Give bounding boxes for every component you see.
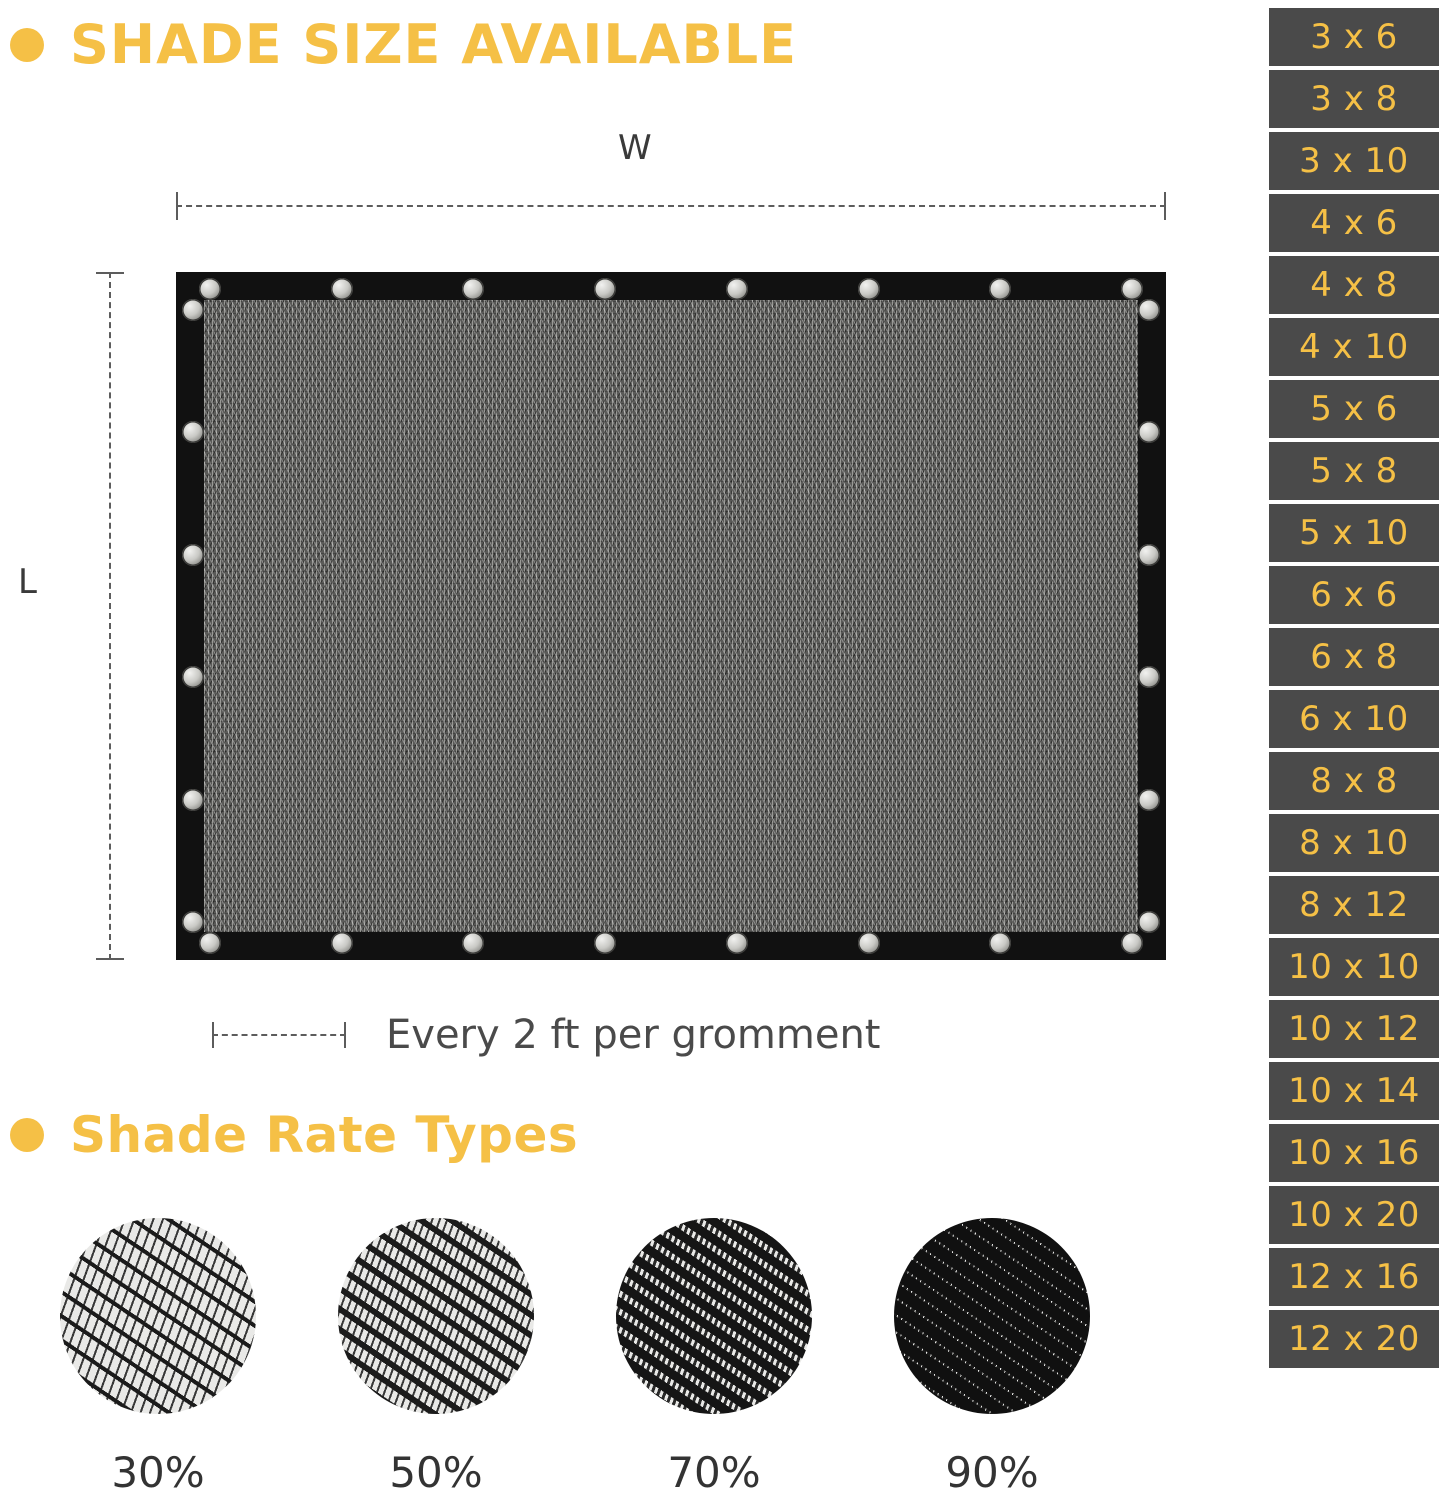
size-chip[interactable]: 8 x 8 xyxy=(1269,752,1439,810)
grommet xyxy=(331,932,353,954)
grommet xyxy=(1138,789,1160,811)
grommet xyxy=(989,278,1011,300)
width-label: W xyxy=(618,128,652,168)
shade-rate-label: 50% xyxy=(389,1448,483,1497)
grommet xyxy=(858,932,880,954)
size-chip[interactable]: 3 x 8 xyxy=(1269,70,1439,128)
size-chip[interactable]: 10 x 12 xyxy=(1269,1000,1439,1058)
shade-rate-swatch-70 xyxy=(616,1218,812,1414)
grommet xyxy=(182,299,204,321)
grommet xyxy=(1138,666,1160,688)
size-list xyxy=(1269,8,1439,1368)
width-dimension-cap-right xyxy=(1164,192,1166,220)
shade-mesh-fabric xyxy=(204,300,1138,932)
grommet xyxy=(182,789,204,811)
grommet xyxy=(182,421,204,443)
size-chip[interactable]: 6 x 8 xyxy=(1269,628,1439,686)
grommet xyxy=(1138,299,1160,321)
size-chip[interactable]: 5 x 10 xyxy=(1269,504,1439,562)
shade-rate-label: 30% xyxy=(111,1448,205,1497)
length-dimension-cap-bottom xyxy=(96,958,124,960)
size-chip[interactable]: 10 x 10 xyxy=(1269,938,1439,996)
grommet xyxy=(462,932,484,954)
shade-rate-item xyxy=(338,1218,534,1497)
shade-rate-item xyxy=(894,1218,1090,1497)
size-chip[interactable]: 3 x 10 xyxy=(1269,132,1439,190)
size-chip[interactable]: 6 x 10 xyxy=(1269,690,1439,748)
shade-cloth-illustration xyxy=(176,272,1166,960)
grommet xyxy=(182,544,204,566)
size-chip[interactable]: 12 x 16 xyxy=(1269,1248,1439,1306)
size-chip[interactable]: 3 x 6 xyxy=(1269,8,1439,66)
grommet xyxy=(594,278,616,300)
grommet xyxy=(726,278,748,300)
size-chip[interactable]: 10 x 16 xyxy=(1269,1124,1439,1182)
grommet xyxy=(594,932,616,954)
size-chip[interactable]: 4 x 8 xyxy=(1269,256,1439,314)
grommet xyxy=(182,911,204,933)
grommet xyxy=(1138,911,1160,933)
grommet xyxy=(1121,278,1143,300)
grommet xyxy=(1138,544,1160,566)
page-title-text: SHADE SIZE AVAILABLE xyxy=(70,13,798,76)
grommet-spacing-note xyxy=(212,1012,881,1058)
shade-rate-label: 70% xyxy=(667,1448,761,1497)
shade-rate-swatch-50 xyxy=(338,1218,534,1414)
grommet xyxy=(989,932,1011,954)
length-label: L xyxy=(18,562,37,602)
grommet-spacing-dashes xyxy=(212,1034,346,1036)
shade-rate-heading-text: Shade Rate Types xyxy=(70,1106,579,1164)
shade-rate-list xyxy=(60,1218,1220,1497)
grommet-spacing-dimension xyxy=(212,1022,346,1048)
shade-rate-item xyxy=(616,1218,812,1497)
grommet xyxy=(1121,932,1143,954)
bullet-dot-icon xyxy=(10,1118,44,1152)
width-dimension-line xyxy=(176,192,1166,220)
size-chip[interactable]: 8 x 10 xyxy=(1269,814,1439,872)
length-dimension-line xyxy=(96,272,124,960)
size-chip[interactable]: 12 x 20 xyxy=(1269,1310,1439,1368)
grommet-spacing-text: Every 2 ft per gromment xyxy=(386,1012,881,1058)
grommet-spacing-cap-right xyxy=(344,1022,346,1048)
size-chip[interactable]: 6 x 6 xyxy=(1269,566,1439,624)
size-chip[interactable]: 5 x 6 xyxy=(1269,380,1439,438)
size-chip[interactable]: 10 x 20 xyxy=(1269,1186,1439,1244)
length-dimension-dashes xyxy=(109,272,111,960)
size-chip[interactable]: 10 x 14 xyxy=(1269,1062,1439,1120)
shade-rate-swatch-90 xyxy=(894,1218,1090,1414)
grommet xyxy=(331,278,353,300)
size-chip[interactable]: 4 x 10 xyxy=(1269,318,1439,376)
width-dimension-dashes xyxy=(176,205,1166,207)
shade-rate-item xyxy=(60,1218,256,1497)
grommet xyxy=(182,666,204,688)
grommet xyxy=(1138,421,1160,443)
size-chip[interactable]: 8 x 12 xyxy=(1269,876,1439,934)
size-chip[interactable]: 5 x 8 xyxy=(1269,442,1439,500)
grommet xyxy=(199,278,221,300)
grommet xyxy=(199,932,221,954)
grommet xyxy=(858,278,880,300)
shade-rate-heading xyxy=(10,1106,579,1164)
shade-rate-label: 90% xyxy=(945,1448,1039,1497)
size-chip[interactable]: 4 x 6 xyxy=(1269,194,1439,252)
grommet xyxy=(726,932,748,954)
grommet xyxy=(462,278,484,300)
shade-rate-swatch-30 xyxy=(60,1218,256,1414)
